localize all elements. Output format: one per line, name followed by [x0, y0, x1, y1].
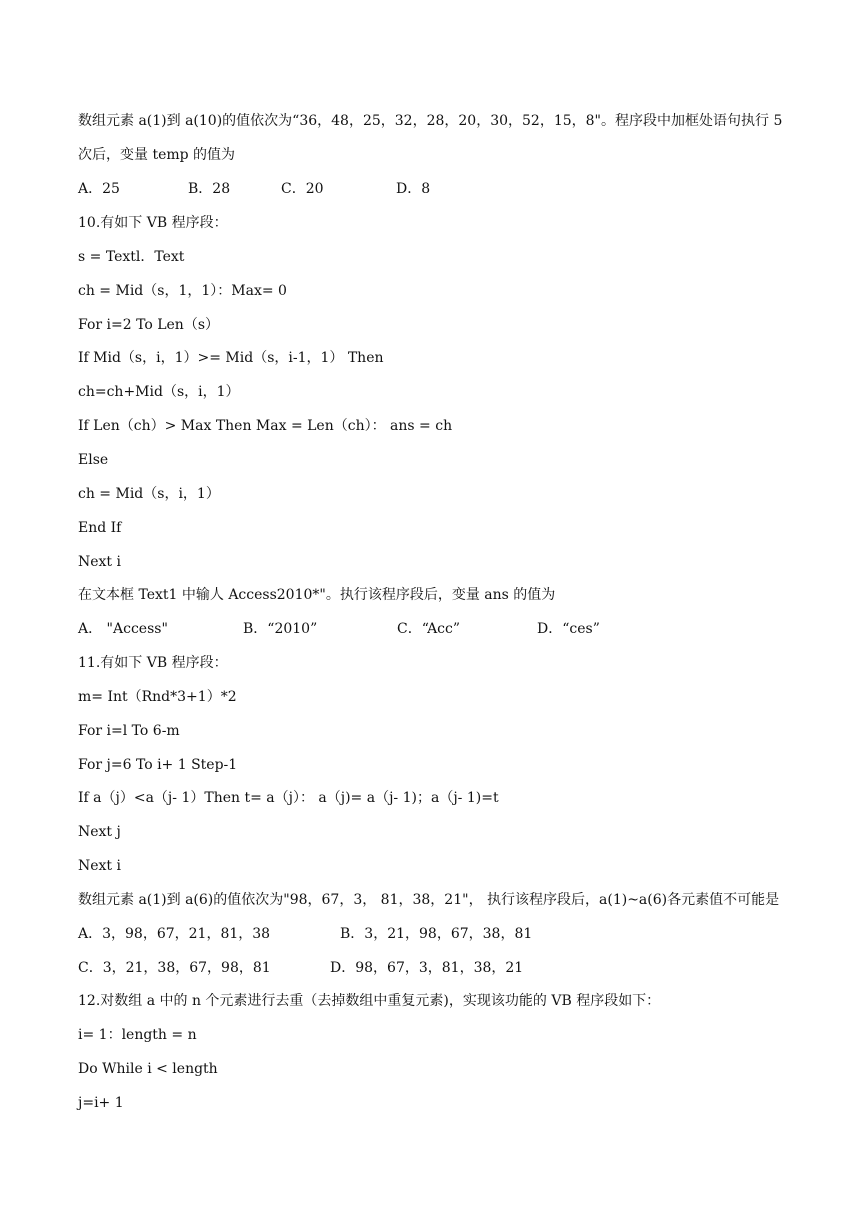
q9-option-d: D．8: [396, 181, 431, 197]
q11-option-c: C．3，21，38，67，98，81: [78, 960, 271, 976]
q9-option-c: C．20: [281, 181, 324, 197]
q11-option-b: B．3，21，98，67，38，81: [340, 926, 533, 942]
q9-option-b: B．28: [188, 181, 231, 197]
q11-code-line: Next j: [78, 824, 121, 840]
q9-option-a: A．25: [78, 181, 120, 197]
q9-text-line-1: 数组元素 a(1)到 a(10)的值依次为“36，48，25，32，28，20，30，52，15，8"。程序段中加框处语句执行 5: [78, 113, 783, 129]
q10-code-line: Else: [78, 452, 109, 468]
q10-question: 在文本框 Text1 中输人 Access2010*"。执行该程序段后，变量 ans 的值为: [78, 587, 556, 603]
q10-code-line: ch=ch+Mid（s，i，1）: [78, 384, 240, 400]
q11-option-d: D．98，67，3，81，38，21: [330, 960, 524, 976]
q10-option-c: C．“Acc”: [397, 621, 461, 637]
q11-code-line: Next i: [78, 858, 121, 874]
q12-title: 12.对数组 a 中的 n 个元素进行去重（去掉数组中重复元素)，实现该功能的 VB 程序段如下：: [78, 993, 661, 1009]
q10-code-line: ch = Mid（s，1，1）：Max= 0: [78, 283, 287, 299]
q10-option-a: A． "Access": [78, 621, 168, 637]
q10-code-line: If Len（ch）> Max Then Max = Len（ch）： ans = ch: [78, 418, 453, 434]
q12-code-line: j=i+ 1: [78, 1095, 124, 1111]
q10-option-b: B．“2010”: [243, 621, 318, 637]
q10-code-line: ch = Mid（s，i，1）: [78, 486, 220, 502]
q10-code-line: If Mid（s，i，1）>= Mid（s，i-1，1） Then: [78, 350, 384, 366]
q11-question: 数组元素 a(1)到 a(6)的值依次为"98，67，3， 81，38，21"， 执行该程序段后，a(1)~a(6)各元素值不可能是: [78, 892, 780, 908]
q11-title: 11.有如下 VB 程序段：: [78, 655, 228, 671]
q10-code-line: For i=2 To Len（s）: [78, 317, 219, 333]
q10-title: 10.有如下 VB 程序段：: [78, 215, 228, 231]
q10-code-line: s = Textl．Text: [78, 249, 185, 265]
q11-code-line: For i=l To 6-m: [78, 723, 180, 739]
q10-code-line: Next i: [78, 554, 121, 570]
q11-option-a: A．3，98，67，21，81，38: [78, 926, 271, 942]
q10-option-d: D．“ces”: [537, 621, 600, 637]
q10-code-line: End If: [78, 520, 122, 536]
q11-code-line: If a（j）<a（j- 1）Then t= a（j）： a（j)= a（j- 1)；a（j- 1)=t: [78, 790, 499, 806]
q9-text-line-2: 次后，变量 temp 的值为: [78, 147, 236, 163]
q11-code-line: m= Int（Rnd*3+1）*2: [78, 689, 237, 705]
q12-code-line: i= 1：length = n: [78, 1027, 197, 1043]
q11-code-line: For j=6 To i+ 1 Step-1: [78, 757, 238, 773]
q12-code-line: Do While i < length: [78, 1061, 218, 1077]
